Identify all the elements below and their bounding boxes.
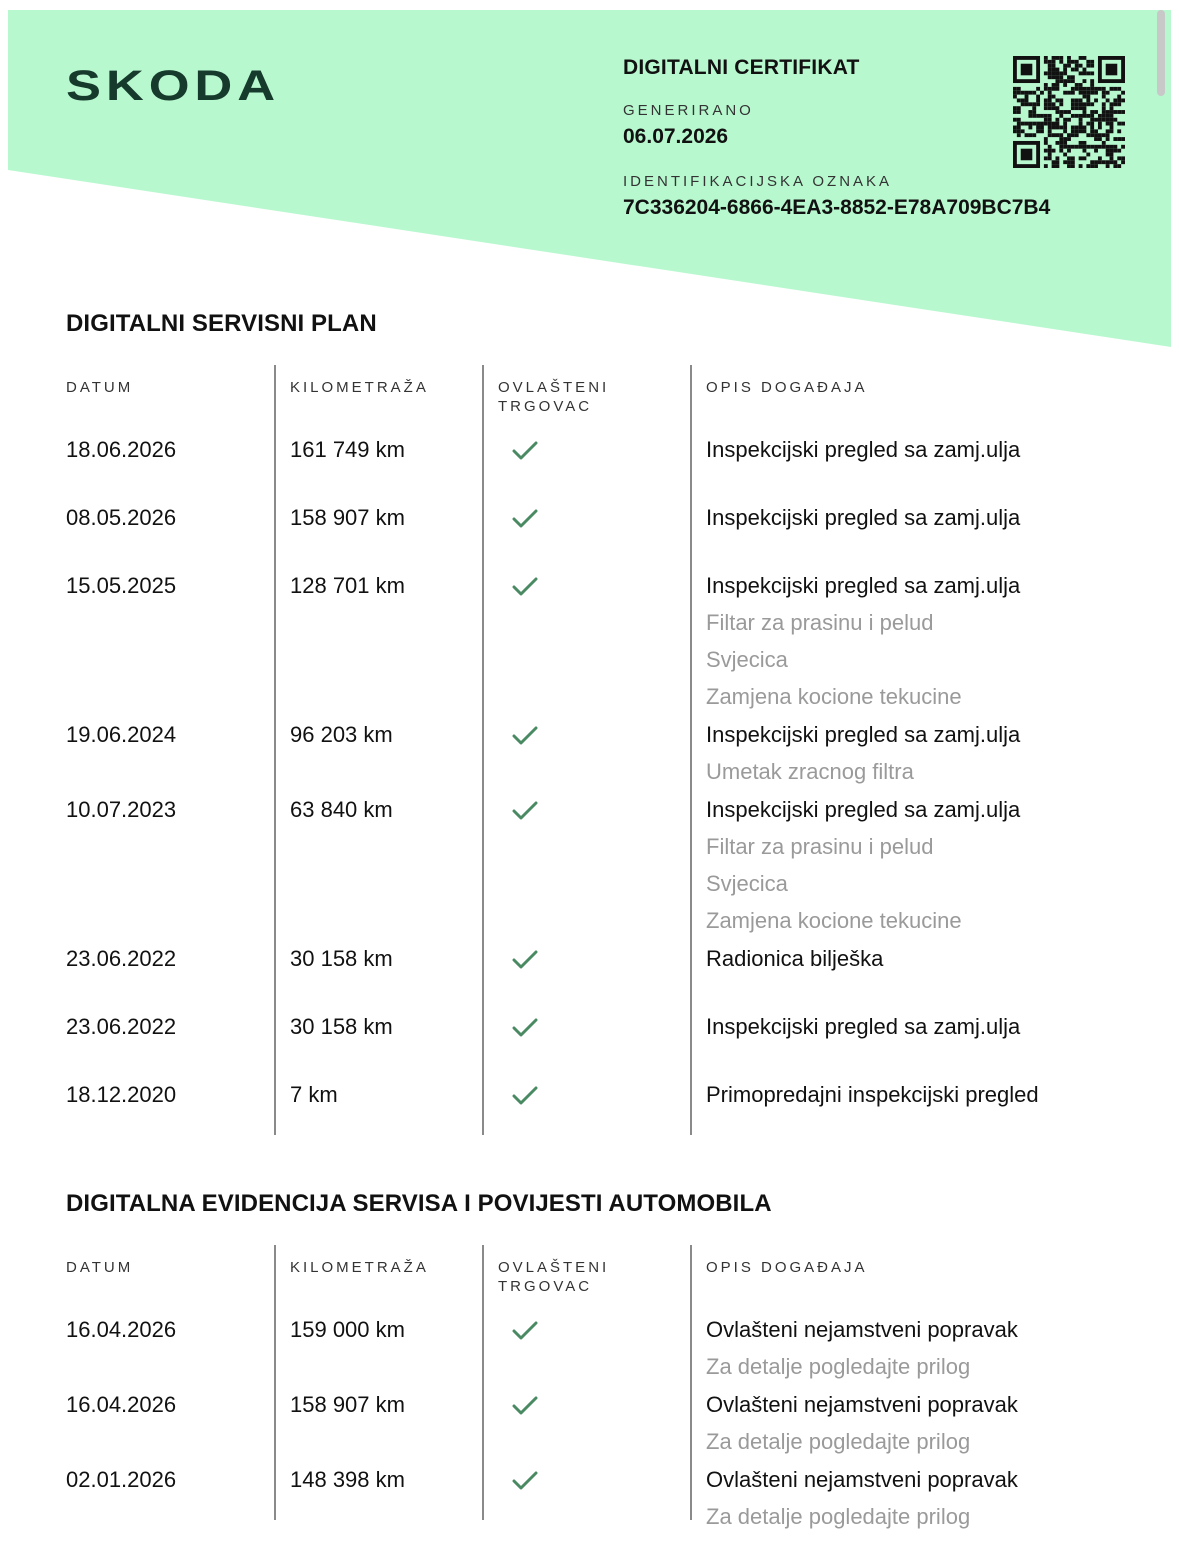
- plan-row-check-icon: [512, 440, 538, 462]
- plan-row-description: Radionica bilješka: [706, 946, 884, 971]
- plan-row-sub-item: Umetak zracnog filtra: [706, 759, 914, 784]
- history-row-description: Ovlašteni nejamstveni popravak: [706, 1392, 1018, 1417]
- service-plan-table: [66, 365, 1136, 1135]
- history-column-divider: [482, 1245, 484, 1520]
- plan-row-description: Inspekcijski pregled sa zamj.ulja: [706, 1014, 1021, 1039]
- service-history-table: [66, 1245, 1136, 1529]
- plan-column-divider: [690, 365, 692, 1135]
- plan-row-date: 08.05.2026: [66, 505, 177, 530]
- plan-header-description: OPIS DOGAĐAJA: [706, 379, 868, 396]
- plan-header-dealer-line1: OVLAŠTENI: [498, 379, 610, 396]
- plan-row-date: 18.12.2020: [66, 1082, 177, 1107]
- history-row-mileage: 158 907 km: [290, 1392, 405, 1417]
- history-row-check-icon: [512, 1470, 538, 1492]
- plan-row-sub-item: Filtar za prasinu i pelud: [706, 610, 934, 635]
- plan-column-divider: [274, 365, 276, 1135]
- plan-row-description: Inspekcijski pregled sa zamj.ulja: [706, 437, 1021, 462]
- history-column-divider: [274, 1245, 276, 1520]
- plan-row-date: 15.05.2025: [66, 573, 177, 598]
- plan-header-date: DATUM: [66, 379, 134, 396]
- service-plan-title: DIGITALNI SERVISNI PLAN: [66, 310, 377, 337]
- history-header-date: DATUM: [66, 1259, 134, 1276]
- history-header-dealer-line2: TRGOVAC: [498, 1278, 593, 1295]
- plan-row-sub-item: Svjecica: [706, 871, 788, 896]
- history-row-check-icon: [512, 1320, 538, 1342]
- certificate-info: [623, 56, 1050, 220]
- history-row-mileage: 148 398 km: [290, 1467, 405, 1492]
- plan-row-check-icon: [512, 1085, 538, 1107]
- plan-row-date: 19.06.2024: [66, 722, 177, 747]
- plan-row-date: 23.06.2022: [66, 1014, 177, 1039]
- plan-row-mileage: 30 158 km: [290, 1014, 393, 1039]
- plan-row-sub-item: Zamjena kocione tekucine: [706, 684, 962, 709]
- history-header-dealer-line1: OVLAŠTENI: [498, 1259, 610, 1276]
- plan-row-check-icon: [512, 725, 538, 747]
- plan-row-mileage: 158 907 km: [290, 505, 405, 530]
- plan-row-check-icon: [512, 1017, 538, 1039]
- plan-row-sub-item: Zamjena kocione tekucine: [706, 908, 962, 933]
- history-header-mileage: KILOMETRAŽA: [290, 1259, 429, 1276]
- generated-date: 06.07.2026: [623, 125, 729, 148]
- plan-row-sub-item: Filtar za prasinu i pelud: [706, 834, 934, 859]
- history-row-check-icon: [512, 1395, 538, 1417]
- history-row-mileage: 159 000 km: [290, 1317, 405, 1342]
- plan-row-mileage: 7 km: [290, 1082, 338, 1107]
- history-row-sub-item: Za detalje pogledajte prilog: [706, 1429, 971, 1454]
- generated-label: GENERIRANO: [623, 102, 754, 119]
- plan-row-description: Inspekcijski pregled sa zamj.ulja: [706, 505, 1021, 530]
- skoda-logo-text: SKODA: [66, 66, 280, 106]
- plan-row-description: Inspekcijski pregled sa zamj.ulja: [706, 797, 1021, 822]
- plan-row-check-icon: [512, 576, 538, 598]
- plan-header-mileage: KILOMETRAŽA: [290, 379, 429, 396]
- plan-row-mileage: 63 840 km: [290, 797, 393, 822]
- plan-row-mileage: 30 158 km: [290, 946, 393, 971]
- plan-row-date: 18.06.2026: [66, 437, 177, 462]
- identification-value: 7C336204-6866-4EA3-8852-E78A709BC7B4: [623, 196, 1051, 219]
- plan-row-sub-item: Svjecica: [706, 647, 788, 672]
- plan-row-check-icon: [512, 800, 538, 822]
- plan-row-check-icon: [512, 508, 538, 530]
- plan-row-mileage: 96 203 km: [290, 722, 393, 747]
- skoda-logo: [66, 66, 288, 111]
- history-row-date: 02.01.2026: [66, 1467, 177, 1492]
- plan-column-divider: [482, 365, 484, 1135]
- history-row-sub-item: Za detalje pogledajte prilog: [706, 1354, 971, 1379]
- certificate-page: [8, 10, 1171, 1554]
- history-row-sub-item: Za detalje pogledajte prilog: [706, 1504, 971, 1529]
- certificate-title: DIGITALNI CERTIFIKAT: [623, 56, 860, 79]
- plan-header-dealer-line2: TRGOVAC: [498, 398, 593, 415]
- service-history-title: DIGITALNA EVIDENCIJA SERVISA I POVIJESTI AUTOMOBILA: [66, 1190, 772, 1217]
- plan-row-date: 10.07.2023: [66, 797, 177, 822]
- plan-row-description: Primopredajni inspekcijski pregled: [706, 1082, 1039, 1107]
- history-row-date: 16.04.2026: [66, 1392, 177, 1417]
- history-header-description: OPIS DOGAĐAJA: [706, 1259, 868, 1276]
- history-row-date: 16.04.2026: [66, 1317, 177, 1342]
- plan-row-description: Inspekcijski pregled sa zamj.ulja: [706, 573, 1021, 598]
- history-column-divider: [690, 1245, 692, 1520]
- plan-row-mileage: 128 701 km: [290, 573, 405, 598]
- plan-row-check-icon: [512, 949, 538, 971]
- scrollbar-thumb[interactable]: [1157, 10, 1165, 96]
- plan-row-description: Inspekcijski pregled sa zamj.ulja: [706, 722, 1021, 747]
- history-row-description: Ovlašteni nejamstveni popravak: [706, 1467, 1018, 1492]
- identification-label: IDENTIFIKACIJSKA OZNAKA: [623, 173, 893, 190]
- plan-row-mileage: 161 749 km: [290, 437, 405, 462]
- history-row-description: Ovlašteni nejamstveni popravak: [706, 1317, 1018, 1342]
- plan-row-date: 23.06.2022: [66, 946, 177, 971]
- qr-code: [1013, 56, 1125, 168]
